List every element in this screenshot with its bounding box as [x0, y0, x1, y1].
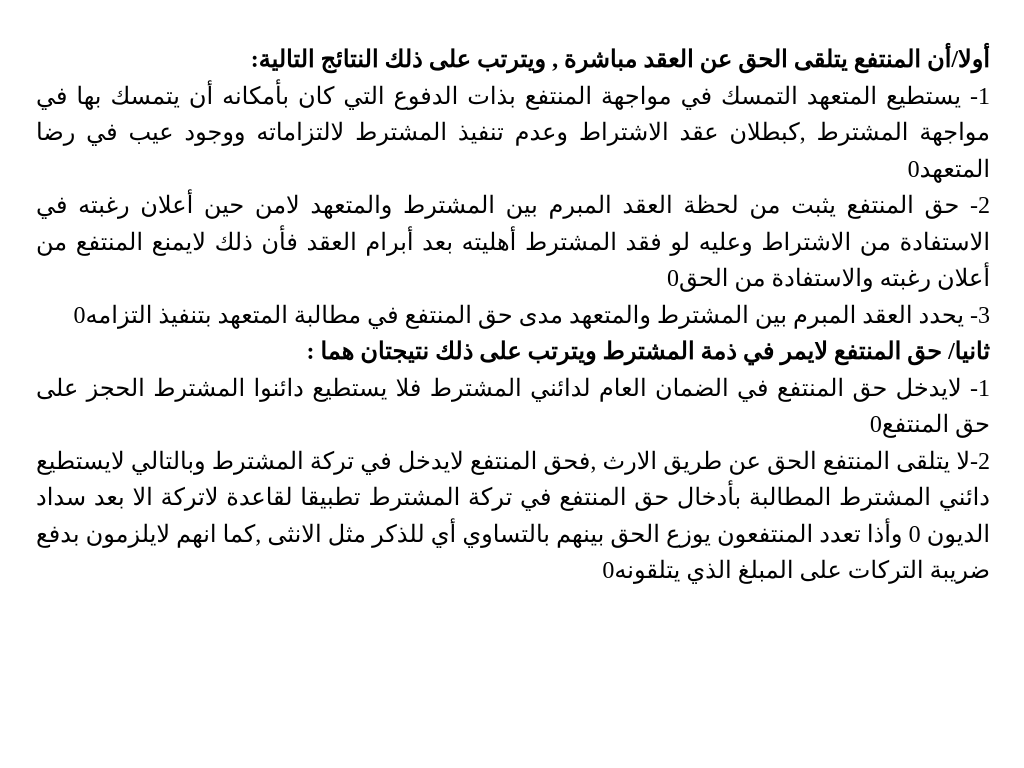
section-1-item-1: 1- يستطيع المتعهد التمسك في مواجهة المنتفع بذات الدفوع التي كان بأمكانه أن يتمسك بها في مواجهة المشترط ,كبطلان عقد الاشتراط وعدم تنفيذ المشترط لالتزاماته ووجود عيب في رضا المتعهد0 [36, 83, 990, 183]
section-2-item-1: 1- لايدخل حق المنتفع في الضمان العام لدائني المشترط فلا يستطيع دائنوا المشترط الحجز على حق المنتفع0 [36, 375, 990, 438]
section-2-item-2: 2-لا يتلقى المنتفع الحق عن طريق الارث ,فحق المنتفع لايدخل في تركة المشترط وبالتالي لايستطيع دائني المشترط المطالبة بأدخال حق المنتفع في تركة المشترط تطبيقا لقاعدة لاتركة الا بعد سداد الديون 0 وأذا تعدد المنتفعون يوزع الحق بينهم بالتساوي أي للذكر مثل الانثى ,كما انهم لايلزمون بدفع ضريبة التركات على المبلغ الذي يتلقونه0 [36, 448, 991, 584]
section-2-heading: ثانيا/ حق المنتفع لايمر في ذمة المشترط ويترتب على ذلك نتيجتان هما : [306, 339, 990, 365]
section-1-item-3: 3- يحدد العقد المبرم بين المشترط والمتعهد مدى حق المنتفع في مطالبة المتعهد بتنفيذ التزامه0 [73, 302, 990, 329]
section-1-heading: أولا/أن المنتفع يتلقى الحق عن العقد مباشرة , ويترتب على ذلك النتائج التالية: [250, 47, 990, 73]
section-1-item-2: 2- حق المنتفع يثبت من لحظة العقد المبرم بين المشترط والمتعهد لامن حين أعلان رغبته في الاستفادة من الاشتراط وعليه لو فقد المشترط أهليته بعد أبرام العقد فأن ذلك لايمنع المنتفع من أعلان رغبته والاستفادة من الحق0 [36, 193, 990, 292]
slide-body [36, 42, 990, 590]
